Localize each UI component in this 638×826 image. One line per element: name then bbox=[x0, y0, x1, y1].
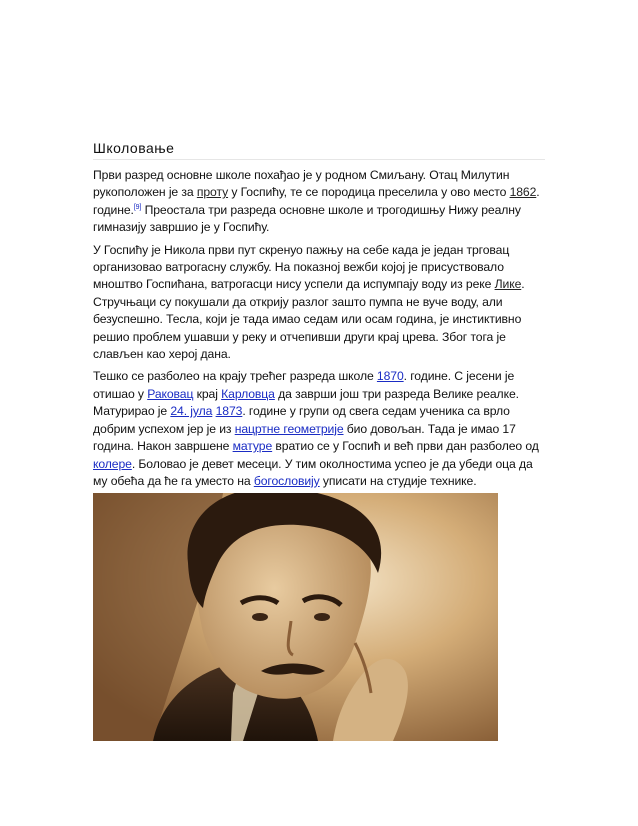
paragraph-illness bbox=[93, 368, 545, 490]
link-lika[interactable]: Лике bbox=[494, 277, 522, 292]
section-heading: Школовање bbox=[93, 140, 545, 160]
reference-9[interactable]: [9] bbox=[133, 203, 142, 211]
text-span: . Стручњаци су покушали да открију разлог зашто пумпа не вуче воду, али безуспешно. Тесла, који је тада имао седам или осам година, је инстиктивно решио проблем ушавши у реку и отчепивши други крај црева. Због тога је слављен као херој дана. bbox=[93, 277, 525, 362]
text-span: . године. bbox=[93, 185, 540, 217]
text-span: У Госпићу је Никола први пут скренуо пажњу на себе када је један трговац организовао ватрогасну службу. На показној вежби којој је присуствовало мноштво Госпићана, ватрогасци нису успели да испумпају воду из реке bbox=[93, 242, 510, 292]
text-span: . Боловао је девет месеци. У тим околностима успео је да убеди оца да му обећа да ће га уместо на bbox=[93, 456, 533, 488]
text-span: . године у групи од свега седам ученика са врло добрим успехом јер је из bbox=[93, 404, 510, 436]
paragraph-first-school bbox=[93, 167, 545, 237]
portrait-drawing bbox=[93, 493, 498, 741]
text-span: . године. С јесени је отишао у bbox=[93, 369, 515, 401]
link-date-24-july[interactable]: 24. јула bbox=[170, 404, 213, 419]
link-descriptive-geometry[interactable]: нацртне геометрије bbox=[234, 421, 344, 436]
link-theology-school[interactable]: богословију bbox=[253, 473, 320, 488]
text-span: Први разред основне школе похађао је у родном Смиљану. Отац Милутин рукоположен је за bbox=[93, 168, 510, 200]
left-eye bbox=[252, 613, 268, 621]
article-content bbox=[93, 140, 545, 490]
portrait-photo bbox=[93, 493, 498, 741]
text-span: у Госпићу, те се породица преселила у ово место bbox=[228, 185, 510, 200]
text-span: уписати на студије технике. bbox=[319, 473, 477, 488]
link-matura[interactable]: матуре bbox=[232, 439, 273, 454]
text-span: био довољан. Тада је имао 17 година. Након завршене bbox=[93, 421, 516, 454]
right-eye bbox=[314, 613, 330, 621]
paragraph-fire-brigade bbox=[93, 242, 545, 364]
link-proto[interactable]: проту bbox=[196, 185, 229, 200]
text-span: Преостала три разреда основне школе и трогодишњу Нижу реалну гимназију завршио је у Госпићу. bbox=[93, 202, 521, 235]
text-span: да заврши још три разреда Велике реалке. Матурирао је bbox=[93, 386, 519, 419]
link-1870[interactable]: 1870 bbox=[376, 369, 404, 384]
text-span: вратио се у Госпић и већ први дан разболео од bbox=[272, 439, 539, 454]
link-cholera[interactable]: колере bbox=[93, 456, 132, 471]
text-span: крај bbox=[193, 386, 222, 401]
link-karlovac[interactable]: Карловца bbox=[221, 386, 275, 401]
link-rakovac[interactable]: Раковац bbox=[147, 386, 194, 401]
text-span: Тешко се разболео на крају трећег разреда школе bbox=[93, 369, 377, 384]
link-1862[interactable]: 1862 bbox=[509, 185, 537, 200]
link-1873[interactable]: 1873 bbox=[215, 404, 243, 419]
